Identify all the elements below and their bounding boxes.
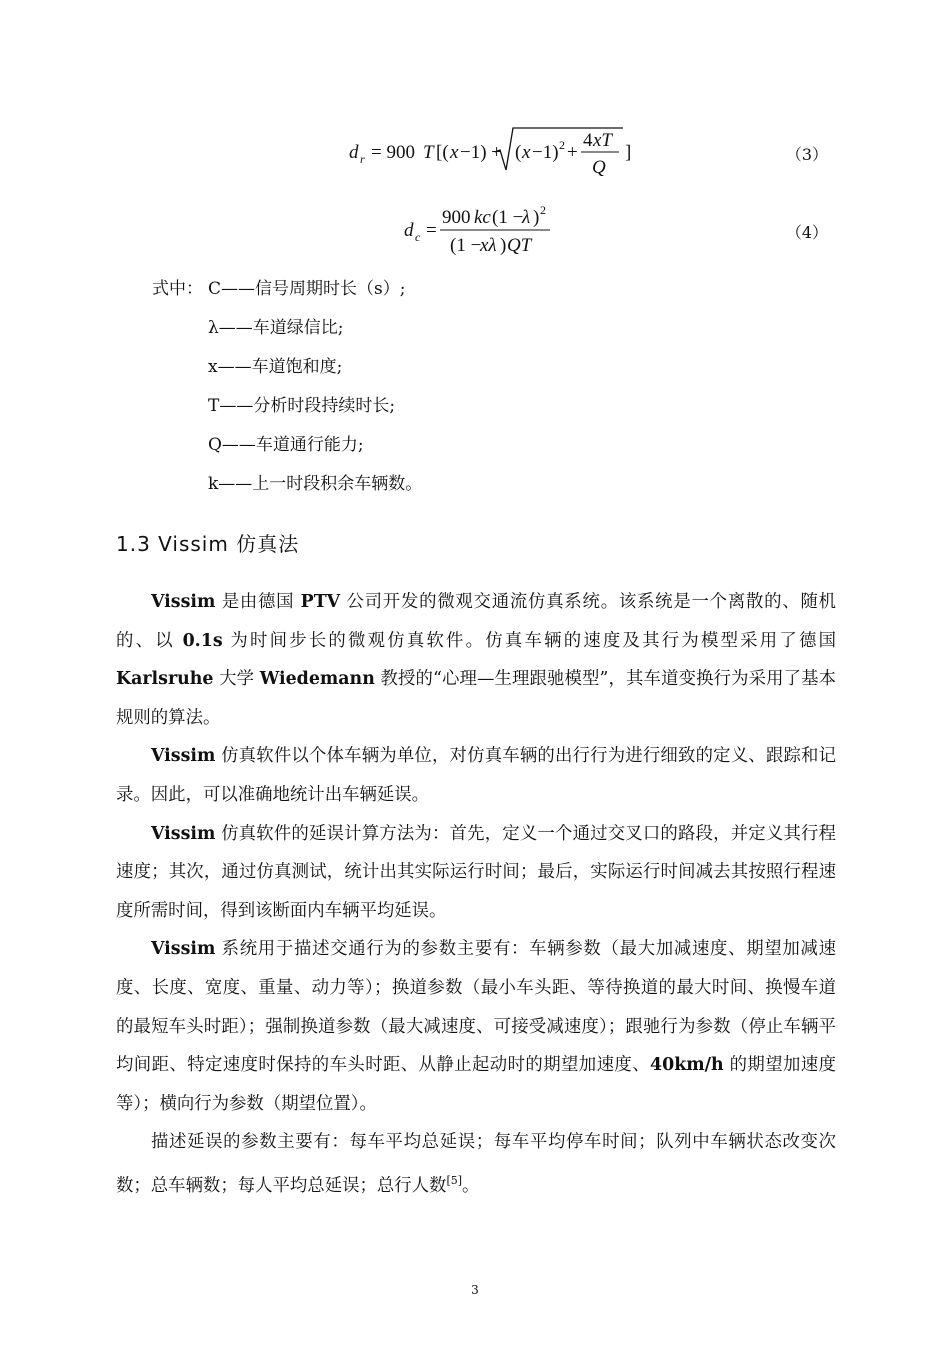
svg-text:λ: λ (522, 207, 531, 228)
equation-3 (0, 124, 950, 184)
equation-4 (0, 202, 950, 262)
svg-text:2: 2 (540, 203, 546, 217)
svg-text:x: x (522, 142, 531, 163)
svg-text:xT: xT (593, 130, 612, 151)
svg-text:): ) (533, 207, 540, 228)
definitions-intro: 式中： (152, 279, 203, 299)
svg-text:[(: [( (436, 142, 449, 163)
section-title: Vissim 仿真法 (158, 532, 300, 556)
svg-text:x: x (450, 142, 459, 163)
svg-text:): ) (500, 235, 507, 256)
svg-text:Q: Q (592, 157, 606, 178)
svg-text:−1): −1) (532, 142, 559, 163)
definition-line-1 (152, 270, 422, 309)
paragraph-1: Vissim 是由德国 PTV 公司开发的微观交通流仿真系统。该系统是一个离散的、随机的、以 0.1s 为时间步长的微观仿真软件。仿真车辆的速度及其行为模型采用了德国 Karlsruhe 大学 Wiedemann 教授的“心理—生理跟驰模型”，其车道变换行为采用了基本规则的算法。 (116, 592, 837, 728)
equation-3-number: （3） (785, 145, 828, 164)
svg-text:+: + (567, 142, 578, 163)
paragraph-4: Vissim 系统用于描述交通行为的参数主要有：车辆参数（最大加减速度、期望加减速度、长度、宽度、重量、动力等）；换道参数（最小车头距、等待换道的最大时间、换慢车道的最短车头时距）；强制换道参数（最大减速度、可接受减速度）；跟驰行为参数（停止车辆平均间距、特定速度时保持的车头时距、从静止起动时的期望加速度、40km/h 的期望加速度等）；横向行为参数（期望位置）。 (116, 939, 837, 1114)
svg-text:900: 900 (442, 207, 471, 228)
svg-text:(1 −: (1 − (492, 207, 524, 228)
svg-text:r: r (360, 152, 365, 166)
equation-4-number: （4） (785, 223, 828, 242)
variable-definitions (152, 270, 422, 504)
page-number: 3 (471, 1283, 479, 1297)
svg-text:d: d (349, 142, 359, 163)
paragraph-5: 描述延误的参数主要有：每车平均总延误；每车平均停车时间；队列中车辆状态改变次数；总车辆数；每人平均总延误；总行人数[5]。 (116, 1132, 836, 1196)
svg-text:−1) +: −1) + (460, 142, 503, 163)
svg-text:4: 4 (583, 130, 593, 151)
svg-text:d: d (404, 220, 414, 241)
definition-T: T——分析时段持续时长; (208, 396, 396, 416)
definition-Q: Q——车道通行能力; (208, 435, 364, 455)
definition-x: x——车道饱和度; (208, 357, 343, 377)
svg-text:]: ] (625, 142, 632, 163)
svg-text:T: T (423, 142, 434, 163)
svg-text:2: 2 (559, 138, 565, 152)
svg-text:QT: QT (507, 235, 532, 256)
definition-k: k——上一时段积余车辆数。 (208, 474, 423, 494)
section-heading (116, 528, 299, 557)
paragraph-2: Vissim 仿真软件以个体车辆为单位，对仿真车辆的出行行为进行细致的定义、跟踪和记录。因此，可以准确地统计出车辆延误。 (116, 746, 836, 805)
paragraph-3: Vissim 仿真软件的延误计算方法为：首先，定义一个通过交叉口的路段，并定义其行程速度；其次，通过仿真测试，统计出其实际运行时间；最后，实际运行时间减去其按照行程速度所需时间，得到该断面内车辆平均延误。 (116, 823, 836, 921)
section-number: 1.3 (116, 532, 151, 556)
svg-text:(: ( (515, 142, 522, 163)
equation-4-formula (400, 202, 570, 262)
equation-3-formula (345, 124, 645, 184)
svg-text:(1 −: (1 − (450, 235, 482, 256)
definition-C: C——信号周期时长（s）; (208, 279, 406, 299)
svg-text:c: c (415, 230, 421, 244)
citation: [5] (446, 1173, 463, 1187)
svg-text:kc: kc (474, 207, 491, 228)
definition-lambda: λ——车道绿信比; (208, 318, 344, 338)
svg-text:=: = (426, 220, 437, 241)
body-text (116, 583, 836, 1206)
svg-text:= 900: = 900 (371, 142, 415, 163)
svg-text:xλ: xλ (480, 235, 497, 256)
